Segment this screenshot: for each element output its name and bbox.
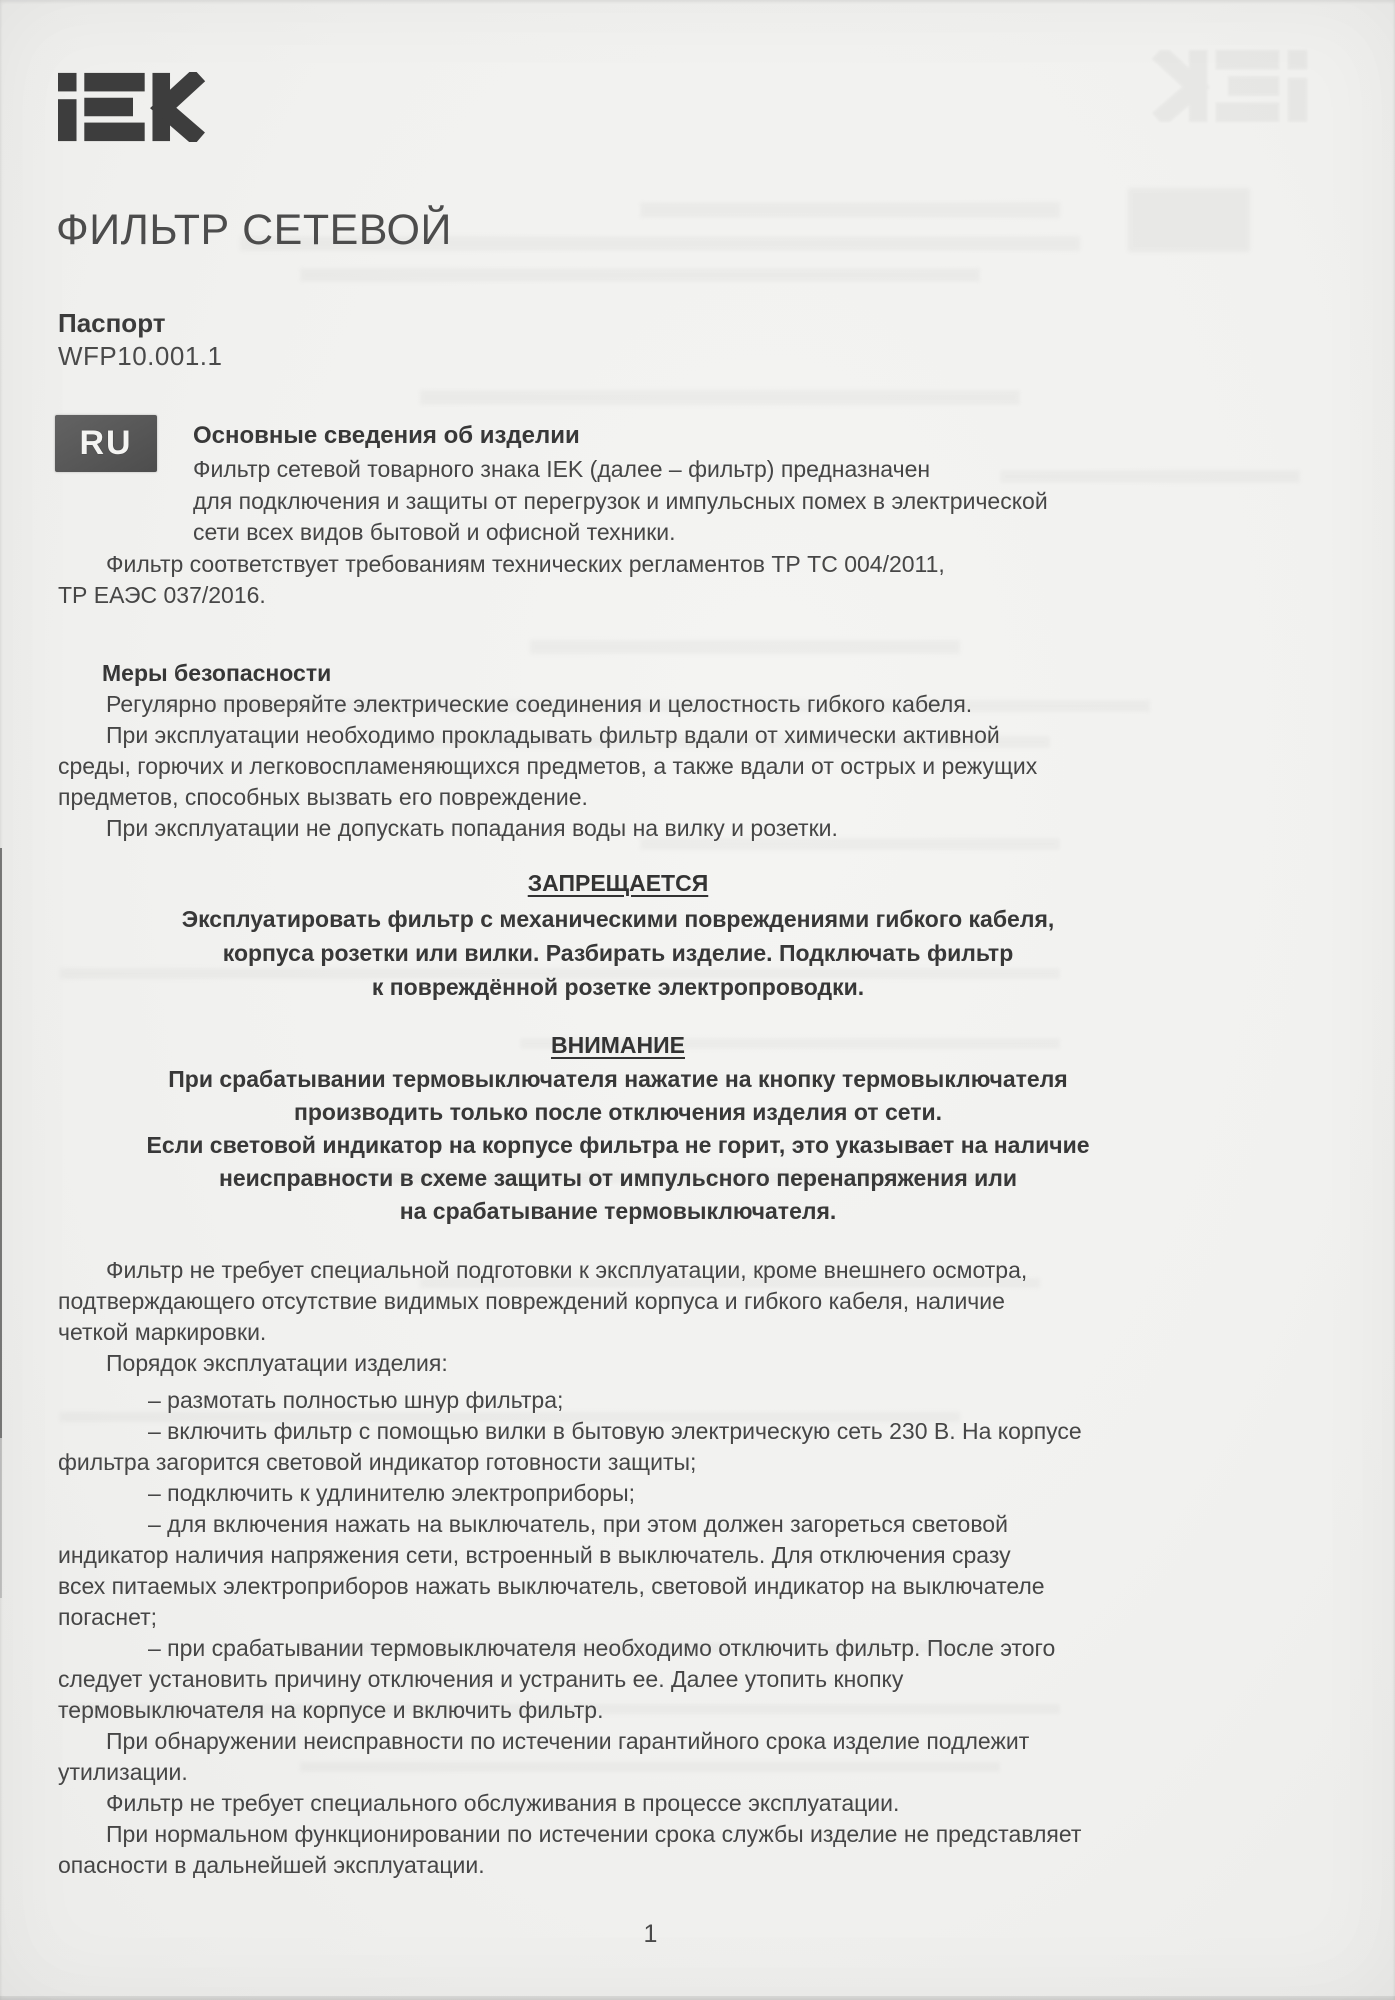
scan-edge-artifact <box>0 1438 2 1598</box>
operation-list-item-5: – при срабатывании термовыключателя необходимо отключить фильтр. После этого следует установить причину отключения и устранить ее. Далее утопить кнопку термовыключателя на корпусе и включить фильтр. <box>58 1635 1056 1723</box>
bleedthrough-text <box>420 390 1020 405</box>
safety-paragraph-2: При эксплуатации необходимо прокладывать фильтр вдали от химически активной среды, горючих и легковоспламеняющихся предметов, а также вдали от острых и режущих предметов, способных вызвать его повреждение. <box>58 722 1038 810</box>
model-code: WFP10.001.1 <box>58 341 223 371</box>
operation-list-item-3: – подключить к удлинителю электроприборы; <box>148 1480 636 1506</box>
language-badge-label: RU <box>79 424 133 462</box>
scan-edge-artifact <box>0 848 2 1438</box>
attention-body: При срабатывании термовыключателя нажатие на кнопку термовыключателя производить только после отключения изделия от сети. Если световой индикатор на корпусе фильтра не горит, это указывает на наличие неисправности в схеме защиты от импульсного перенапряжения или на срабатывание термовыключателя. <box>146 1066 1090 1224</box>
page-number: 1 <box>643 1920 658 1948</box>
operation-paragraph-3: При обнаружении неисправности по истечении гарантийного срока изделие подлежит утилизации. <box>58 1728 1030 1785</box>
bleedthrough-text <box>300 268 980 282</box>
section-heading-attention: ВНИМАНИЕ <box>550 1032 685 1058</box>
safety-paragraph-3: При эксплуатации не допускать попадания воды на вилку и розетки. <box>106 815 838 841</box>
passport-label: Паспорт <box>58 308 166 338</box>
operation-paragraph-4: Фильтр не требует специального обслуживания в процессе эксплуатации. <box>106 1790 900 1816</box>
product-info-paragraph-1: Фильтр сетевой товарного знака IEK (далее – фильтр) предназначен для подключения и защиты от перегрузок и импульсных помех в электрической сети всех видов бытовой и офисной техники. <box>193 456 1048 545</box>
section-heading-prohibited: ЗАПРЕЩАЕТСЯ <box>527 870 709 896</box>
bleedthrough-text <box>640 202 1060 218</box>
operation-paragraph-1: Фильтр не требует специальной подготовки к эксплуатации, кроме внешнего осмотра, подтверждающего отсутствие видимых повреждений корпуса и гибкого кабеля, наличие четкой маркировки. <box>58 1257 1028 1345</box>
operation-list-item-1: – размотать полностью шнур фильтра; <box>148 1387 564 1413</box>
safety-paragraph-1: Регулярно проверяйте электрические соединения и целостность гибкого кабеля. <box>106 691 973 717</box>
scan-edge-artifact <box>0 1996 1395 2000</box>
section-heading-product-info: Основные сведения об изделии <box>193 422 580 449</box>
operation-list-item-2: – включить фильтр с помощью вилки в бытовую электрическую сеть 230 В. На корпусе фильтра загорится световой индикатор готовности защиты; <box>58 1418 1082 1475</box>
section-heading-safety: Меры безопасности <box>102 660 332 686</box>
operation-list-item-4: – для включения нажать на выключатель, при этом должен загореться световой индикатор наличия напряжения сети, встроенный в выключатель. Для отключения сразу всех питаемых электроприборов нажать выключатель, световой индикатор на выключателе погаснет; <box>58 1511 1045 1630</box>
operation-paragraph-2: Порядок эксплуатации изделия: <box>106 1350 448 1376</box>
prohibited-body: Эксплуатировать фильтр с механическими повреждениями гибкого кабеля, корпуса розетки или вилки. Разбирать изделие. Подключать фильтр к повреждённой розетке электропроводки. <box>181 906 1055 1000</box>
document-title: ФИЛЬТР СЕТЕВОЙ <box>56 206 452 254</box>
iek-logo <box>58 72 208 142</box>
bleedthrough-iek-logo <box>1128 50 1328 122</box>
main-text-column <box>58 549 1178 1881</box>
operation-paragraph-5: При нормальном функционировании по истечении срока службы изделие не представляет опасности в дальнейшей эксплуатации. <box>58 1821 1082 1878</box>
bleedthrough-language-badge <box>1128 188 1250 252</box>
product-info-paragraph-2: Фильтр соответствует требованиям технических регламентов ТР ТС 004/2011, ТР ЕАЭС 037/2016. <box>58 551 945 608</box>
language-badge-ru <box>55 415 157 472</box>
